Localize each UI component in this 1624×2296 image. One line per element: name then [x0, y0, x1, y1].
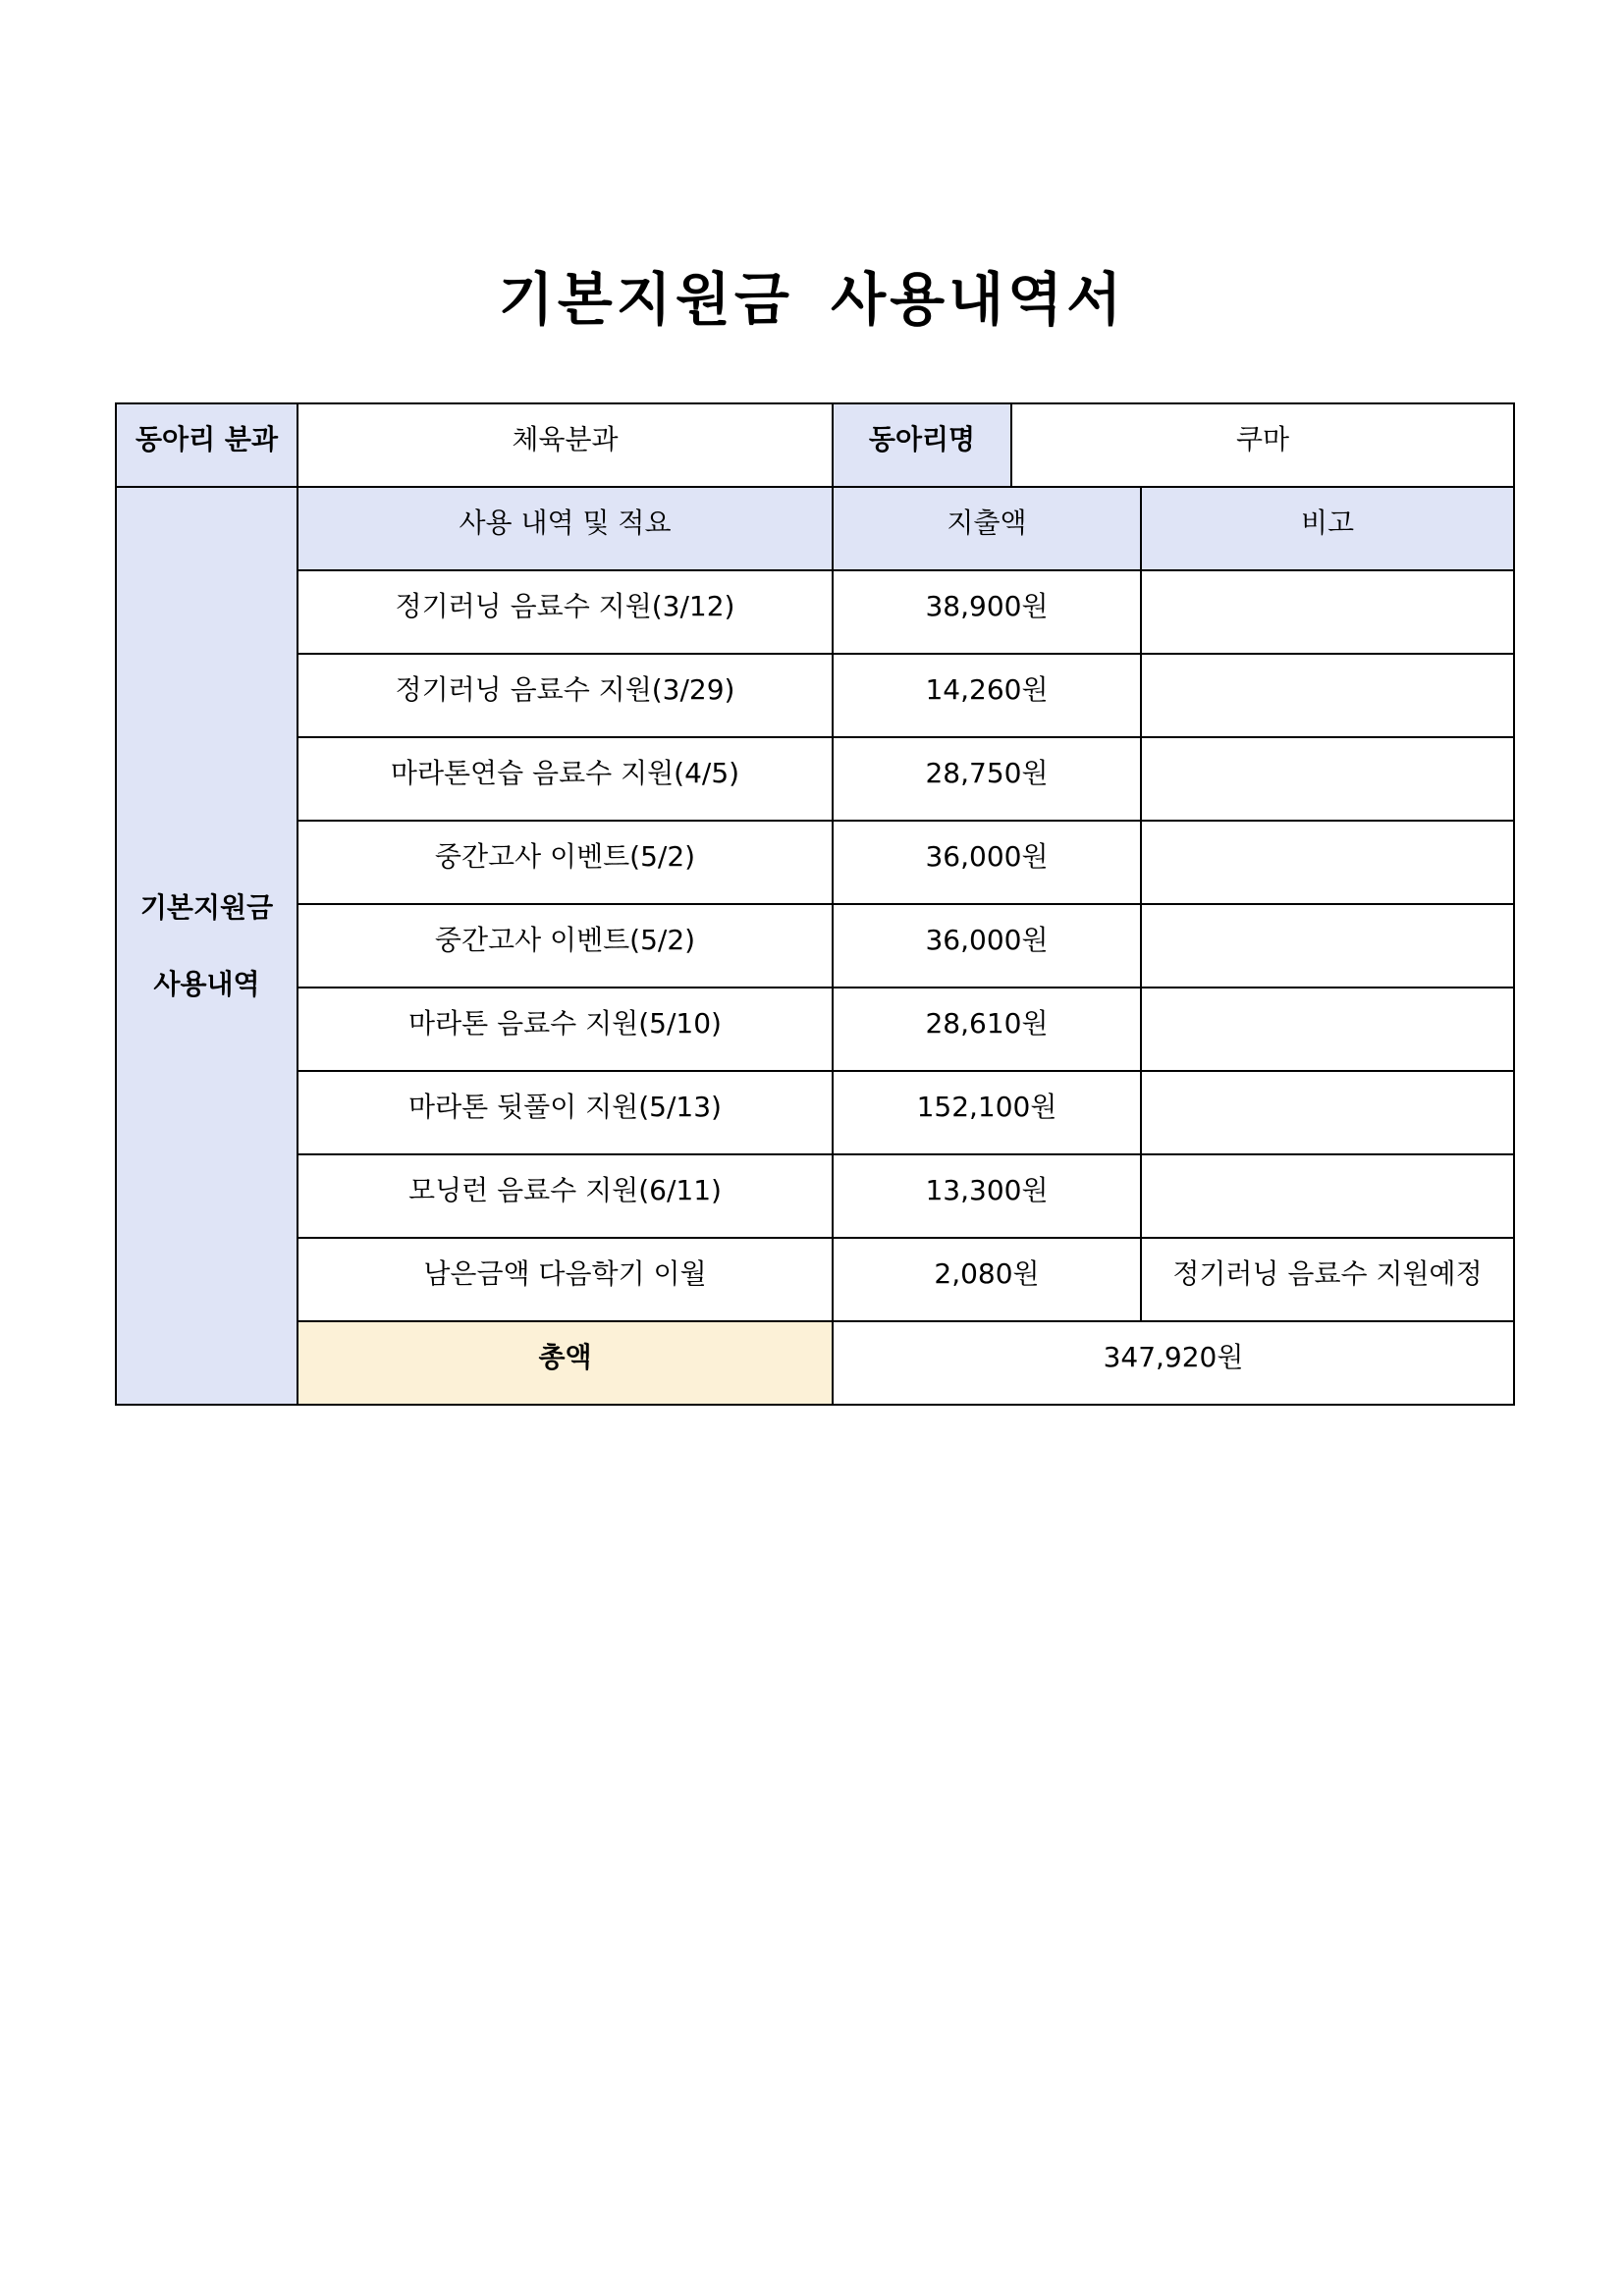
info-row	[116, 403, 1514, 487]
row-note	[1141, 1071, 1514, 1154]
row-amount: 2,080원	[833, 1238, 1141, 1321]
club-name-label: 동아리명	[833, 403, 1011, 487]
usage-table	[115, 402, 1515, 1406]
club-name-value: 쿠마	[1011, 403, 1514, 487]
row-amount: 28,610원	[833, 988, 1141, 1071]
side-label-line1: 기본지원금	[139, 890, 274, 924]
row-note	[1141, 654, 1514, 737]
table-row	[116, 654, 1514, 737]
table-row	[116, 904, 1514, 988]
table-row	[116, 570, 1514, 654]
row-description: 정기러닝 음료수 지원(3/29)	[298, 654, 833, 737]
row-description: 마라톤연습 음료수 지원(4/5)	[298, 737, 833, 821]
header-note: 비고	[1141, 487, 1514, 570]
row-description: 정기러닝 음료수 지원(3/12)	[298, 570, 833, 654]
row-amount: 36,000원	[833, 904, 1141, 988]
table-row	[116, 1238, 1514, 1321]
table-row	[116, 988, 1514, 1071]
row-description: 남은금액 다음학기 이월	[298, 1238, 833, 1321]
header-amount: 지출액	[833, 487, 1141, 570]
division-label: 동아리 분과	[116, 403, 298, 487]
row-note	[1141, 988, 1514, 1071]
row-description: 모닝런 음료수 지원(6/11)	[298, 1154, 833, 1238]
document-title: 기본지원금 사용내역서	[498, 266, 1126, 333]
row-description: 중간고사 이벤트(5/2)	[298, 821, 833, 904]
row-note	[1141, 737, 1514, 821]
total-value: 347,920원	[833, 1321, 1514, 1405]
table-row	[116, 737, 1514, 821]
side-label	[116, 487, 298, 1405]
row-amount: 152,100원	[833, 1071, 1141, 1154]
row-note	[1141, 570, 1514, 654]
row-note	[1141, 904, 1514, 988]
row-note: 정기러닝 음료수 지원예정	[1141, 1238, 1514, 1321]
division-value: 체육분과	[298, 403, 833, 487]
row-description: 마라톤 음료수 지원(5/10)	[298, 988, 833, 1071]
side-label-line2: 사용내역	[153, 967, 260, 1000]
row-note	[1141, 821, 1514, 904]
table-row	[116, 1071, 1514, 1154]
row-description: 중간고사 이벤트(5/2)	[298, 904, 833, 988]
row-note	[1141, 1154, 1514, 1238]
row-amount: 36,000원	[833, 821, 1141, 904]
table-row	[116, 821, 1514, 904]
row-amount: 14,260원	[833, 654, 1141, 737]
header-description: 사용 내역 및 적요	[298, 487, 833, 570]
row-amount: 13,300원	[833, 1154, 1141, 1238]
row-description: 마라톤 뒷풀이 지원(5/13)	[298, 1071, 833, 1154]
header-row	[116, 487, 1514, 570]
row-amount: 28,750원	[833, 737, 1141, 821]
total-row	[116, 1321, 1514, 1405]
row-amount: 38,900원	[833, 570, 1141, 654]
total-label: 총액	[298, 1321, 833, 1405]
table-row	[116, 1154, 1514, 1238]
